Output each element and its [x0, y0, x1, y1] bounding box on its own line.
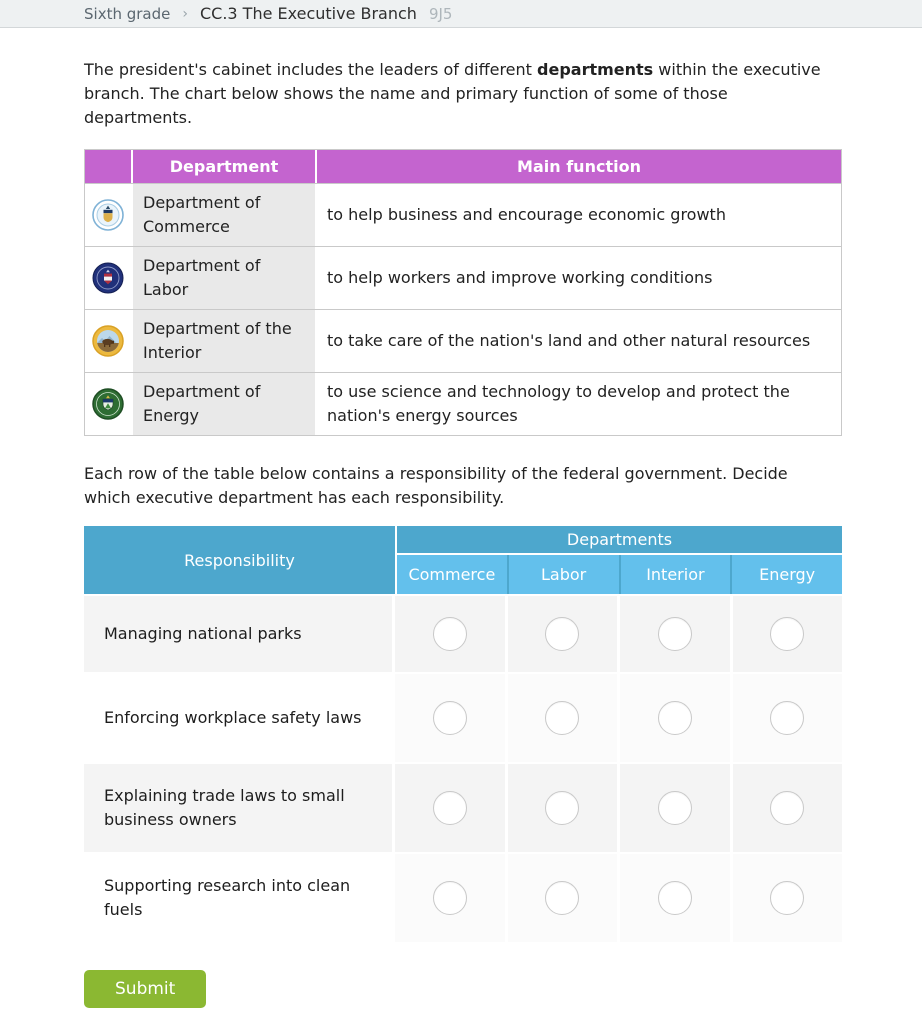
department-function: to take care of the nation's land and other natural resources — [327, 331, 811, 350]
department-column-headers — [397, 555, 842, 594]
labor-seal-icon — [92, 262, 124, 294]
departments-header-group — [397, 526, 842, 594]
responsibility-table-header — [84, 526, 842, 594]
seal-cell — [85, 310, 131, 372]
responsibility-header-cell: Responsibility — [84, 526, 395, 594]
department-function: to help workers and improve working conditions — [327, 268, 713, 287]
department-function: to use science and technology to develop and protect the nation's energy sources — [327, 382, 790, 425]
radio-row3-interior[interactable] — [658, 791, 692, 825]
department-table-header — [85, 150, 841, 183]
radio-row4-energy[interactable] — [770, 881, 804, 915]
table-row — [84, 854, 842, 942]
radio-row2-commerce[interactable] — [433, 701, 467, 735]
radio-cell — [508, 854, 618, 942]
responsibility-label: Explaining trade laws to small business owners — [84, 764, 392, 852]
responsibility-label: Managing national parks — [84, 596, 392, 672]
table-row — [85, 372, 841, 435]
radio-cell — [395, 764, 505, 852]
departments-header-cell: Departments — [397, 526, 842, 553]
energy-seal-icon — [92, 388, 124, 420]
column-header-energy: Energy — [732, 555, 842, 594]
radio-cell — [733, 854, 843, 942]
department-table — [84, 149, 842, 436]
department-table-header-icon-col — [85, 150, 131, 183]
intro-paragraph — [84, 58, 830, 130]
department-name: Department of the Interior — [133, 310, 315, 372]
radio-row1-commerce[interactable] — [433, 617, 467, 651]
department-name: Department of Labor — [133, 247, 315, 309]
radio-row4-labor[interactable] — [545, 881, 579, 915]
radio-row2-labor[interactable] — [545, 701, 579, 735]
radio-cell — [395, 854, 505, 942]
commerce-seal-icon — [92, 199, 124, 231]
responsibility-table — [84, 526, 842, 942]
radio-cell — [620, 854, 730, 942]
radio-cell — [733, 764, 843, 852]
radio-cell — [508, 764, 618, 852]
responsibility-label: Supporting research into clean fuels — [84, 854, 392, 942]
radio-cell — [620, 764, 730, 852]
column-header-labor: Labor — [509, 555, 619, 594]
department-table-header-main-function: Main function — [317, 150, 841, 183]
radio-row2-interior[interactable] — [658, 701, 692, 735]
table-row — [84, 674, 842, 762]
question-paragraph: Each row of the table below contains a responsibility of the federal government. Decide which executive department has each responsibility. — [84, 464, 788, 507]
department-function: to help business and encourage economic growth — [327, 205, 726, 224]
intro-bold-word: departments — [537, 60, 654, 79]
radio-row2-energy[interactable] — [770, 701, 804, 735]
radio-cell — [395, 596, 505, 672]
radio-cell — [733, 596, 843, 672]
breadcrumb-skill-title[interactable]: CC.3 The Executive Branch — [199, 4, 417, 23]
table-row — [84, 764, 842, 852]
radio-row1-interior[interactable] — [658, 617, 692, 651]
radio-cell — [620, 674, 730, 762]
radio-row4-interior[interactable] — [658, 881, 692, 915]
column-header-commerce: Commerce — [397, 555, 507, 594]
seal-cell — [85, 184, 131, 246]
table-row — [84, 596, 842, 672]
radio-row3-commerce[interactable] — [433, 791, 467, 825]
breadcrumb-grade-link[interactable]: Sixth grade — [84, 4, 171, 23]
radio-cell — [620, 596, 730, 672]
chevron-right-icon: › — [182, 5, 188, 22]
intro-text-before: The president's cabinet includes the leaders of different — [84, 60, 538, 79]
breadcrumb — [0, 0, 922, 28]
department-name: Department of Commerce — [133, 184, 315, 246]
radio-row3-labor[interactable] — [545, 791, 579, 825]
radio-row3-energy[interactable] — [770, 791, 804, 825]
breadcrumb-skill-code: 9J5 — [428, 4, 453, 23]
radio-row4-commerce[interactable] — [433, 881, 467, 915]
radio-cell — [733, 674, 843, 762]
table-row — [85, 183, 841, 246]
column-header-interior: Interior — [621, 555, 731, 594]
responsibility-label: Enforcing workplace safety laws — [84, 674, 392, 762]
interior-seal-icon — [92, 325, 124, 357]
seal-cell — [85, 247, 131, 309]
department-name: Department of Energy — [133, 373, 315, 435]
seal-cell — [85, 373, 131, 435]
radio-row1-energy[interactable] — [770, 617, 804, 651]
radio-row1-labor[interactable] — [545, 617, 579, 651]
radio-cell — [395, 674, 505, 762]
department-table-header-department: Department — [133, 150, 315, 183]
table-row — [85, 246, 841, 309]
radio-cell — [508, 674, 618, 762]
intro-text-after: within the executive branch. The chart below shows the name and primary function of some of those departments. — [84, 60, 821, 127]
radio-cell — [508, 596, 618, 672]
submit-button[interactable]: Submit — [84, 970, 206, 1008]
table-row — [85, 309, 841, 372]
